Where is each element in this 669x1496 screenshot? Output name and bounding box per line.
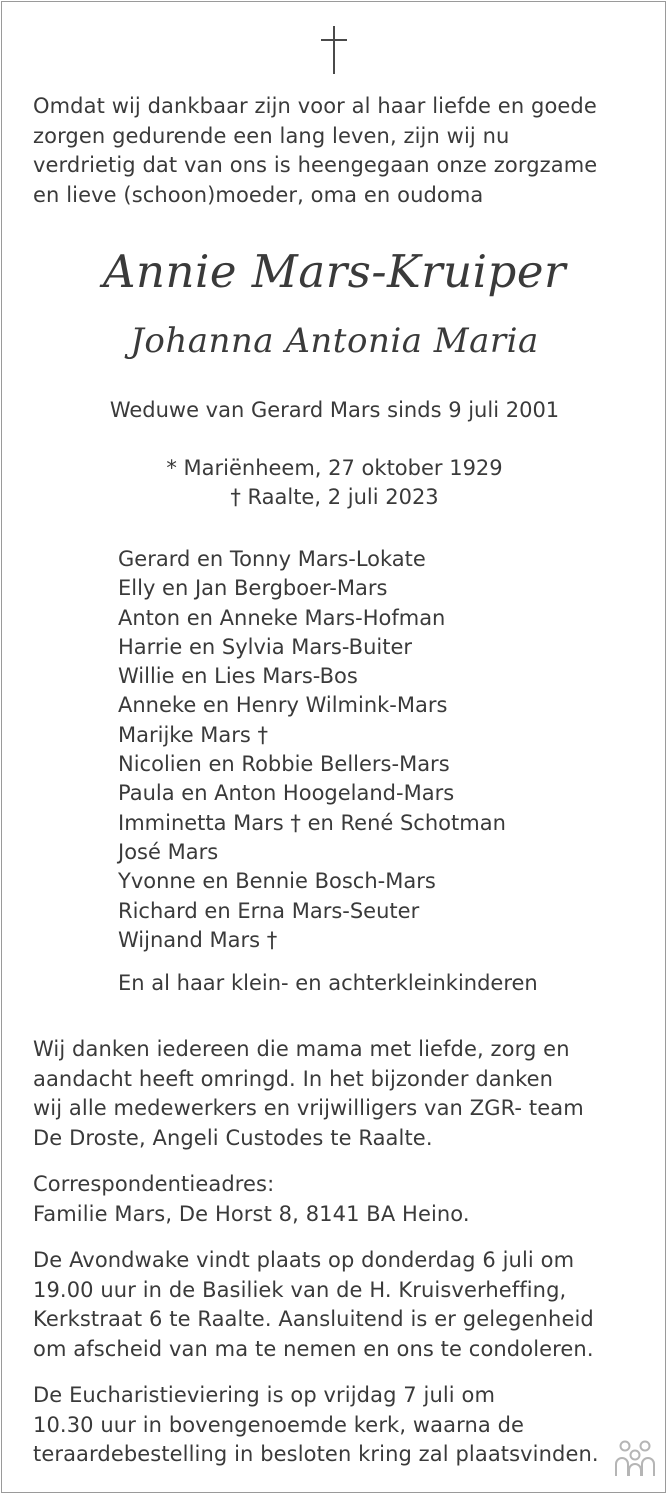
wake-line: om afscheid van ma te nemen en ons te condoleren. xyxy=(33,1336,594,1361)
correspondence-label: Correspondentieadres: xyxy=(33,1172,275,1196)
wake-paragraph xyxy=(33,1246,653,1364)
family-member: Gerard en Tonny Mars-Lokate xyxy=(118,547,426,571)
widow-line: Weduwe van Gerard Mars sinds 9 juli 2001 xyxy=(109,398,560,422)
people-logo-icon xyxy=(612,1438,658,1478)
family-member: Imminetta Mars † en René Schotman xyxy=(118,810,506,835)
deceased-name: Annie Mars-Kruiper xyxy=(103,245,566,298)
family-member: Marijke Mars † xyxy=(118,722,269,747)
thanks-line: De Droste, Angeli Custodes te Raalte. xyxy=(33,1125,433,1150)
family-member: Anneke en Henry Wilmink-Mars xyxy=(118,693,448,718)
correspondence-address xyxy=(33,1170,653,1229)
family-list xyxy=(118,545,506,955)
family-member: Wijnand Mars † xyxy=(118,927,278,952)
birth-line: * Mariënheem, 27 oktober 1929 xyxy=(166,456,503,480)
thanks-line: wij alle medewerkers en vrijwilligers van ZGR- team xyxy=(33,1096,584,1120)
family-member: Anton en Anneke Mars-Hofman xyxy=(118,605,446,630)
correspondence-value: Familie Mars, De Horst 8, 8141 BA Heino. xyxy=(33,1201,470,1226)
intro-line: verdrietig dat van ons is heengegaan onze zorgzame xyxy=(33,153,598,177)
wake-line: Kerkstraat 6 te Raalte. Aansluitend is er gelegenheid xyxy=(33,1307,594,1331)
thanks-line: Wij danken iedereen die mama met liefde, zorg en xyxy=(33,1037,570,1061)
family-member: Nicolien en Robbie Bellers-Mars xyxy=(118,752,450,777)
death-line: † Raalte, 2 juli 2023 xyxy=(230,485,439,509)
deceased-full-name: Johanna Antonia Maria xyxy=(130,321,539,361)
mass-line: De Eucharistieviering is op vrijdag 7 juli om xyxy=(33,1383,495,1407)
family-member: Paula en Anton Hoogeland-Mars xyxy=(118,781,455,806)
mass-line: teraardebestelling in besloten kring zal plaatsvinden. xyxy=(33,1442,599,1466)
thanks-paragraph xyxy=(33,1035,653,1153)
intro-line: zorgen gedurende een lang leven, zijn wij nu xyxy=(33,123,510,148)
cross-icon xyxy=(321,26,347,74)
mass-line: 10.30 uur in bovengenoemde kerk, waarna de xyxy=(33,1412,525,1437)
family-member: Yvonne en Bennie Bosch-Mars xyxy=(118,869,436,894)
thanks-line: aandacht heeft omringd. In het bijzonder danken xyxy=(33,1066,554,1091)
family-member: Elly en Jan Bergboer-Mars xyxy=(118,576,388,601)
intro-line: Omdat wij dankbaar zijn voor al haar liefde en goede xyxy=(33,94,597,118)
intro-line: en lieve (schoon)moeder, oma en oudoma xyxy=(33,182,484,207)
family-member: Harrie en Sylvia Mars-Buiter xyxy=(118,634,413,659)
mass-paragraph xyxy=(33,1381,653,1470)
wake-line: 19.00 uur in de Basiliek van de H. Kruisverheffing, xyxy=(33,1277,567,1302)
family-member: Willie en Lies Mars-Bos xyxy=(118,664,358,689)
family-member: José Mars xyxy=(118,839,219,864)
grandchildren-line: En al haar klein- en achterkleinkinderen xyxy=(118,971,538,995)
intro-paragraph xyxy=(33,92,653,210)
family-member: Richard en Erna Mars-Seuter xyxy=(118,898,420,923)
wake-line: De Avondwake vindt plaats op donderdag 6 juli om xyxy=(33,1248,575,1272)
